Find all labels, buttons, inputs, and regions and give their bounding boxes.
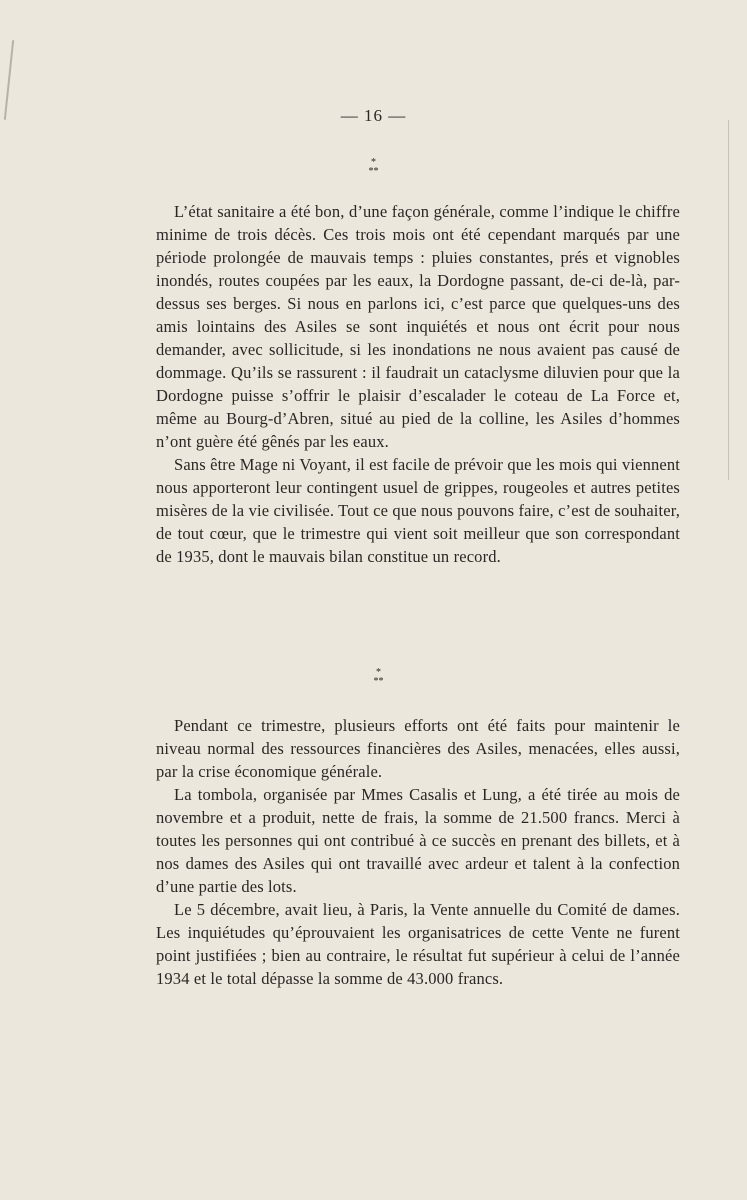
paragraph: Le 5 décembre, avait lieu, à Paris, la Vente annuelle du Comité de dames. Les inquiétudes qu’éprouvaient les organisatrices de cette Vente ne furent point justifiées ; bien au contraire, le résultat fut supérieur à celui de l’année 1934 et le total dépasse la somme de 43.000 francs. [156,900,680,988]
page-number: — 16 — [340,106,407,125]
paragraph: La tombola, organisée par Mmes Casalis et Lung, a été tirée au mois de novembre et a produit, nette de frais, la somme de 21.500 francs. Merci à toutes les personnes qui ont contribué à ce succès en prenant des billets, et à nos dames des Asiles qui ont travaillé avec ardeur et talent à la confection d’une partie des lots. [156,785,680,896]
paragraph: L’état sanitaire a été bon, d’une façon générale, comme l’indique le chiffre minime de trois décès. Ces trois mois ont été cependant marqués par une période prolongée de mauvais temps : pluies constantes, prés et vignobles inondés, routes coupées par les eaux, la Dordogne passant, de-ci de-là, par-dessus ses berges. Si nous en parlons ici, c’est parce que quelques-uns des amis lointains des Asiles se sont inquiétés et nous ont écrit pour nous demander, avec sollicitude, si les inondations ne nous avaient pas causé de dommage. Qu’ils se rassurent : il faudrait un cataclysme diluvien pour que la Dordogne puisse s’offrir le plaisir d’escalader le coteau de La Force et, même au Bourg-d’Abren, situé au pied de la colline, les Asiles d’hommes n’ont guère été gênés par les eaux. [156,202,680,451]
paragraph: Sans être Mage ni Voyant, il est facile de prévoir que les mois qui viennent nous apporteront leur contingent usuel de grippes, rougeoles et autres petites misères de la vie civilisée. Tout ce que nous pouvons faire, c’est de souhaiter, de tout cœur, que le trimestre qui vient soit meilleur que son correspondant de 1935, dont le mauvais bilan constitue un record. [156,455,680,566]
paragraph: Pendant ce trimestre, plusieurs efforts ont été faits pour maintenir le niveau normal des ressources financières des Asiles, menacées, elles aussi, par la crise économique générale. [156,716,680,781]
asterism-separator: * ** [373,667,384,687]
asterism-separator: * ** [368,157,379,177]
section-sanitary [156,200,680,568]
section-finances [156,714,680,990]
